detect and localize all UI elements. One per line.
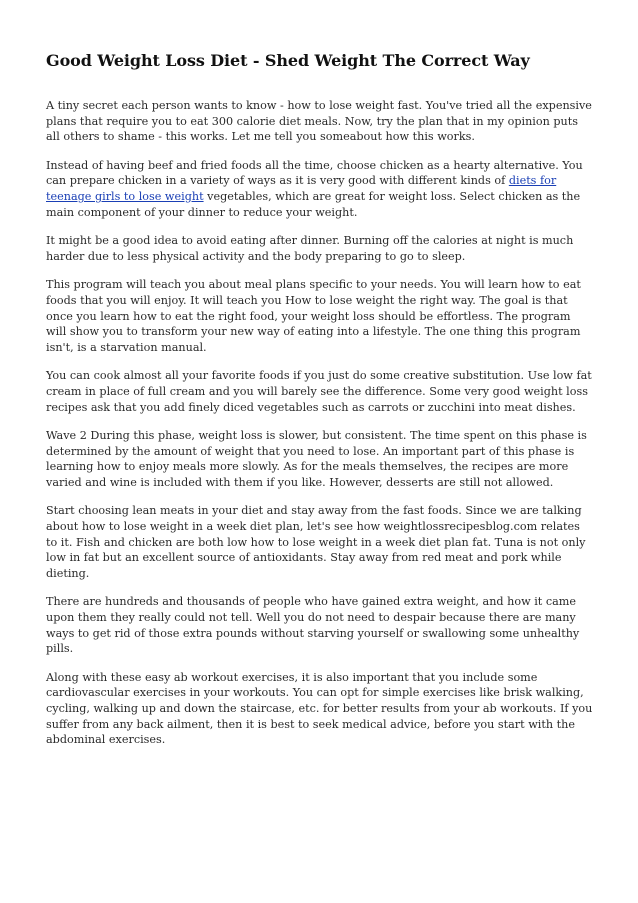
paragraph-substitution: You can cook almost all your favorite foods if you just do some creative substitution. Use low fat cream in place of full cream and you will barely see the difference. Some very good weight loss recipes ask that you add finely diced vegetables such as carrots or zucchini into meat dishes.	[46, 369, 592, 414]
paragraph-after-dinner: It might be a good idea to avoid eating after dinner. Burning off the calories at night is much harder due to less physical activity and the body preparing to go to sleep.	[46, 234, 574, 263]
page-title: Good Weight Loss Diet - Shed Weight The Correct Way	[46, 51, 530, 70]
paragraph-program: This program will teach you about meal plans specific to your needs. You will learn how to eat foods that you will enjoy. It will teach you How to lose weight the right way. The goal is that once you learn how to eat the right food, your weight loss should be effortless. The program will show you to transform your new way of eating into a lifestyle. The one thing this program isn't, is a starvation manual.	[46, 278, 581, 354]
paragraph-lean-meats: Start choosing lean meats in your diet and stay away from the fast foods. Since we are talking about how to lose weight in a week diet plan, let's see how weightlossrecipesblog.com relates to it. Fish and chicken are both low how to lose weight in a week diet plan fat. Tuna is not only low in fat but an excellent source of antioxidants. Stay away from red meat and pork while dieting.	[46, 504, 586, 580]
document-page	[46, 50, 594, 761]
paragraph-chicken-text-before: Instead of having beef and fried foods all the time, choose chicken as a hearty alternative. You can prepare chicken in a variety of ways as it is very good with different kinds of	[46, 158, 583, 188]
paragraph-chicken	[46, 158, 594, 220]
paragraph-wave-2: Wave 2 During this phase, weight loss is slower, but consistent. The time spent on this phase is determined by the amount of weight that you need to lose. An important part of this phase is learning how to enjoy meals more slowly. As for the meals themselves, the recipes are more varied and wine is included with them if you like. However, desserts are still not allowed.	[46, 429, 587, 489]
paragraph-chicken-text-after: vegetables, which are great for weight loss. Select chicken as the main component of your dinner to reduce your weight.	[46, 189, 581, 219]
paragraph-extra-weight: There are hundreds and thousands of people who have gained extra weight, and how it came upon them they really could not tell. Well you do not need to despair because there are many ways to get rid of those extra pounds without starving yourself or swallowing some unhealthy pills.	[46, 595, 580, 656]
paragraph-ab-workout: Along with these easy ab workout exercises, it is also important that you include some cardiovascular exercises in your workouts. You can opt for simple exercises like brisk walking, cycling, walking up and down the staircase, etc. for better results from your ab workouts. If you suffer from any back ailment, then it is best to seek medical advice, before you start with the abdominal exercises.	[46, 670, 593, 747]
diets-for-teenage-girls-link[interactable]: diets for teenage girls to lose weight	[46, 174, 557, 203]
paragraph-intro: A tiny secret each person wants to know - how to lose weight fast. You've tried all the expensive plans that require you to eat 300 calorie diet meals. Now, try the plan that in my opinion puts all others to shame - this works. Let me tell you someabout how this works.	[46, 99, 592, 144]
